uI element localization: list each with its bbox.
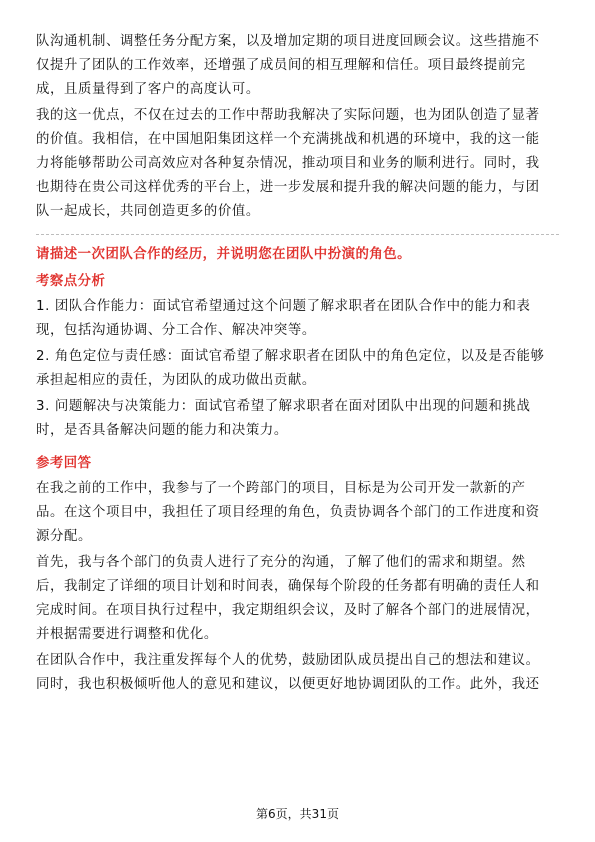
intro-paragraph-1 [36,30,559,102]
text-line: 队沟通机制、调整任务分配方案，以及增加定期的项目进度回顾会议。这些措施不 [36,34,540,49]
text-line: 后，我制定了详细的项目计划和时间表，确保每个阶段的任务都有明确的责任人和 [36,579,540,594]
text-line: 在团队合作中，我注重发挥每个人的优势，鼓励团队成员提出自己的想法和建议。 [36,653,540,668]
analysis-item-3 [36,395,559,443]
intro-section [36,30,559,224]
text-line: 同时，我也积极倾听他人的意见和建议，以便更好地协调团队的工作。此外，我还 [36,677,540,692]
text-line: 成，且质量得到了客户的高度认可。 [36,82,260,97]
text-line: 1. 团队合作能力：面试官希望通过这个问题了解求职者在团队合作中的能力和表 [36,299,531,314]
text-line: 在我之前的工作中，我参与了一个跨部门的项目，目标是为公司开发一款新的产 [36,481,526,496]
text-line: 我的这一优点，不仅在过去的工作中帮助我解决了实际问题，也为团队创造了显著 [36,108,540,123]
page-number: 第6页，共31页 [256,807,339,821]
answer-paragraph-2 [36,551,559,647]
text-line: 仅提升了团队的工作效率，还增强了成员间的相互理解和信任。项目最终提前完 [36,58,526,73]
answer-section [36,453,559,697]
text-line: 承担起相应的责任，为团队的成功做出贡献。 [36,373,316,388]
text-line: 力将能够帮助公司高效应对各种复杂情况，推动项目和业务的顺利进行。同时，我 [36,156,540,171]
analysis-item-2 [36,345,559,393]
intro-paragraph-2 [36,104,559,224]
text-line: 现，包括沟通协调、分工合作、解决冲突等。 [36,323,316,338]
text-line: 队一起成长，共同创造更多的价值。 [36,204,260,219]
interview-question: 请描述一次团队合作的经历，并说明您在团队中扮演的角色。 [36,247,412,262]
text-line: 品。在这个项目中，我担任了项目经理的角色，负责协调各个部门的工作进度和资 [36,505,540,520]
text-line: 源分配。 [36,529,92,544]
answer-paragraph-1 [36,477,559,549]
analysis-section [36,271,559,443]
answer-paragraph-3 [36,649,559,697]
text-line: 也期待在贵公司这样优秀的平台上，进一步发展和提升我的解决问题的能力，与团 [36,180,540,195]
text-line: 完成时间。在项目执行过程中，我定期组织会议，及时了解各个部门的进展情况， [36,603,540,618]
document-page [36,30,559,699]
answer-heading: 参考回答 [36,456,92,471]
text-line: 首先，我与各个部门的负责人进行了充分的沟通，了解了他们的需求和期望。然 [36,555,526,570]
text-line: 3. 问题解决与决策能力：面试官希望了解求职者在面对团队中出现的问题和挑战 [36,399,531,414]
analysis-heading: 考察点分析 [36,274,106,289]
text-line: 并根据需要进行调整和优化。 [36,627,218,642]
text-line: 时，是否具备解决问题的能力和决策力。 [36,423,288,438]
text-line: 的价值。我相信，在中国旭阳集团这样一个充满挑战和机遇的环境中，我的这一能 [36,132,540,147]
analysis-item-1 [36,295,559,343]
section-divider [36,234,559,235]
text-line: 2. 角色定位与责任感：面试官希望了解求职者在团队中的角色定位，以及是否能够 [36,349,545,364]
